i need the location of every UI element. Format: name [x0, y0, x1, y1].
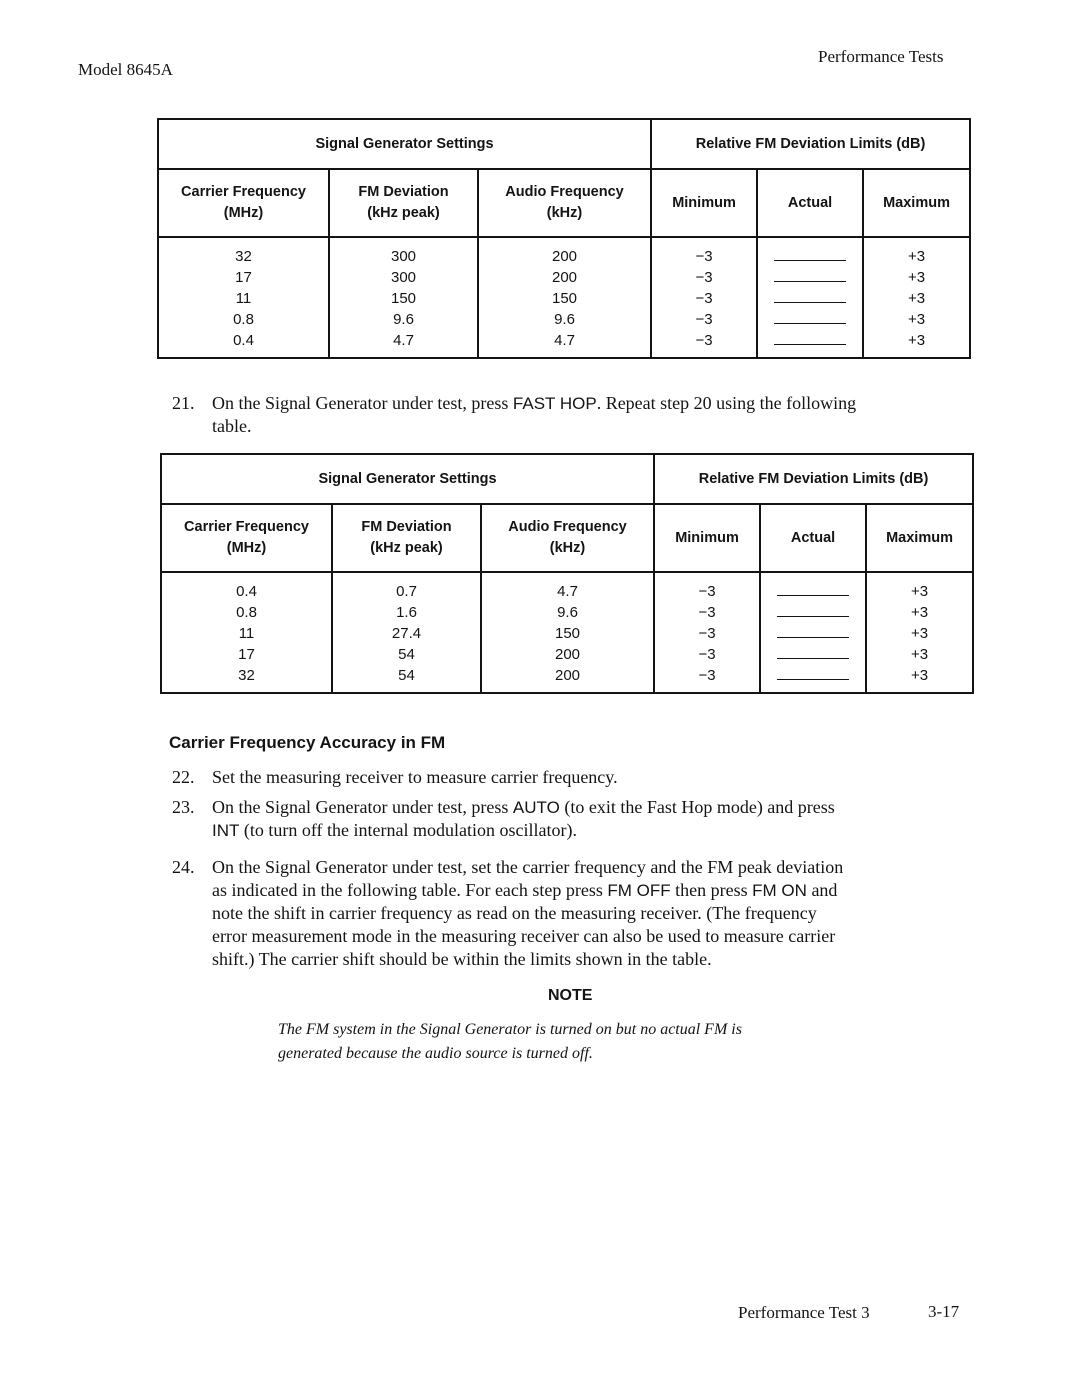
group-header-limits: Relative FM Deviation Limits (dB): [654, 454, 973, 504]
page-number: 3-17: [928, 1302, 960, 1321]
step-text: (to exit the Fast Hop mode) and press: [564, 797, 835, 817]
fm-deviation-values: 0.7 1.6 27.4 54 54: [332, 572, 481, 693]
col-header-actual: Actual: [757, 169, 863, 237]
col-header-fm-deviation: FM Deviation (kHz peak): [332, 504, 481, 572]
audio-values: 4.7 9.6 150 200 200: [481, 572, 654, 693]
step-number: 22.: [172, 767, 195, 787]
audio-values: 200 200 150 9.6 4.7: [478, 237, 651, 358]
actual-blank: [774, 311, 846, 324]
note-text: The FM system in the Signal Generator is turned on but no actual FM is generated because the audio source is turned off.: [278, 1021, 742, 1062]
step-number: 24.: [172, 857, 195, 877]
step-text: note the shift in carrier frequency as read on the measuring receiver. (The frequency: [212, 903, 817, 923]
col-header-carrier: Carrier Frequency (MHz): [158, 169, 329, 237]
step-number: 21.: [172, 393, 195, 413]
step-text: Set the measuring receiver to measure carrier frequency.: [212, 767, 618, 787]
col-header-minimum: Minimum: [651, 169, 757, 237]
actual-blanks: [760, 572, 866, 693]
step-text: shift.) The carrier shift should be within the limits shown in the table.: [212, 949, 712, 969]
actual-blank: [777, 604, 849, 617]
maximum-values: +3 +3 +3 +3 +3: [866, 572, 973, 693]
step-text: as indicated in the following table. For each step press: [212, 880, 603, 900]
actual-blank: [774, 269, 846, 282]
step-number: 23.: [172, 797, 195, 817]
note-heading: NOTE: [548, 987, 593, 1004]
step-text: then press: [675, 880, 748, 900]
deviation-limits-table-2: [160, 453, 974, 694]
key-fast-hop: FAST HOP: [512, 394, 597, 413]
actual-blank: [774, 332, 846, 345]
step-24: [172, 856, 972, 974]
step-23: [172, 796, 972, 844]
step-text: error measurement mode in the measuring receiver can also be used to measure carrier: [212, 926, 836, 946]
footer-title: Performance Test 3: [738, 1303, 870, 1322]
step-text: (to turn off the internal modulation oscillator).: [243, 820, 577, 840]
group-header-limits: Relative FM Deviation Limits (dB): [651, 119, 970, 169]
carrier-values: 0.4 0.8 11 17 32: [161, 572, 332, 693]
col-header-minimum: Minimum: [654, 504, 760, 572]
actual-blank: [777, 625, 849, 638]
actual-blank: [777, 646, 849, 659]
key-auto: AUTO: [512, 798, 560, 817]
actual-blanks: [757, 237, 863, 358]
deviation-limits-table-1: [157, 118, 971, 359]
step-22: [172, 766, 972, 790]
col-header-maximum: Maximum: [863, 169, 970, 237]
col-header-actual: Actual: [760, 504, 866, 572]
step-text: . Repeat step 20 using the following: [596, 393, 857, 413]
col-header-audio: Audio Frequency (kHz): [478, 169, 651, 237]
step-text: On the Signal Generator under test, press: [212, 797, 509, 817]
group-header-settings: Signal Generator Settings: [158, 119, 651, 169]
key-fm-off: FM OFF: [607, 881, 671, 900]
actual-blank: [777, 667, 849, 680]
key-fm-on: FM ON: [752, 881, 807, 900]
step-text: On the Signal Generator under test, set the carrier frequency and the FM peak deviation: [212, 857, 844, 877]
header-model: Model 8645A: [78, 60, 173, 79]
group-header-settings: Signal Generator Settings: [161, 454, 654, 504]
actual-blank: [777, 583, 849, 596]
col-header-fm-deviation: FM Deviation (kHz peak): [329, 169, 478, 237]
actual-blank: [774, 290, 846, 303]
maximum-values: +3 +3 +3 +3 +3: [863, 237, 970, 358]
minimum-values: −3 −3 −3 −3 −3: [654, 572, 760, 693]
actual-blank: [774, 248, 846, 261]
col-header-maximum: Maximum: [866, 504, 973, 572]
step-text: and: [811, 880, 838, 900]
fm-deviation-values: 300 300 150 9.6 4.7: [329, 237, 478, 358]
header-section: Performance Tests: [818, 47, 944, 66]
minimum-values: −3 −3 −3 −3 −3: [651, 237, 757, 358]
step-text: On the Signal Generator under test, press: [212, 393, 509, 413]
col-header-audio: Audio Frequency (kHz): [481, 504, 654, 572]
step-21: [172, 392, 972, 440]
carrier-values: 32 17 11 0.8 0.4: [158, 237, 329, 358]
section-title: Carrier Frequency Accuracy in FM: [169, 733, 446, 752]
key-int: INT: [212, 821, 240, 840]
step-text: table.: [212, 416, 252, 436]
col-header-carrier: Carrier Frequency (MHz): [161, 504, 332, 572]
